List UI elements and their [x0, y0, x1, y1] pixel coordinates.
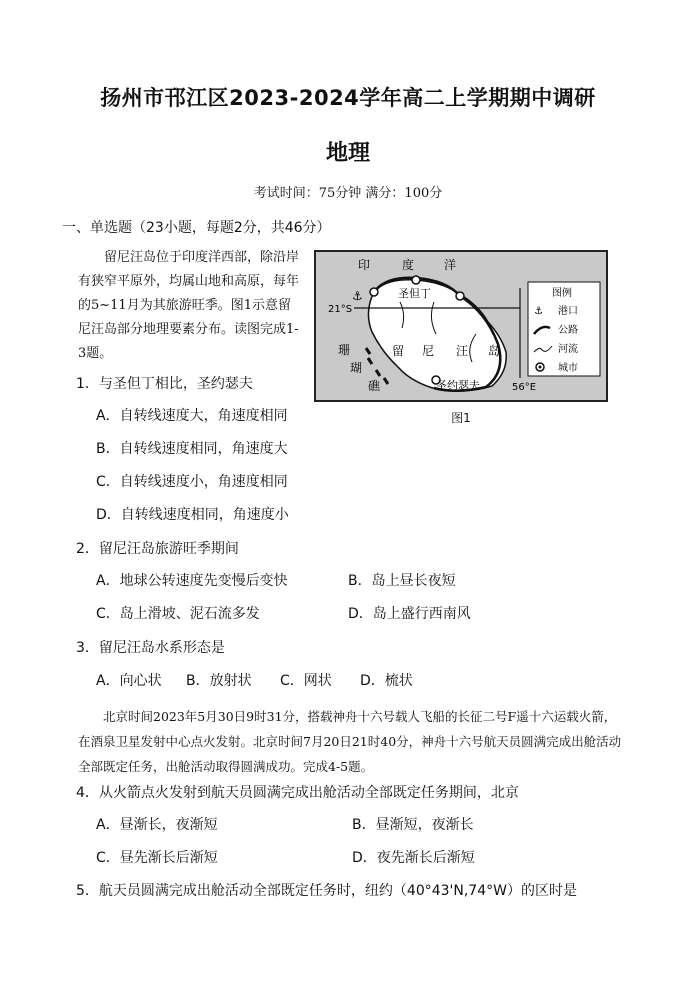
figure-1-map — [314, 250, 608, 402]
island-label: 汪 — [456, 344, 469, 358]
question-2-option-b[interactable]: B．岛上昼长夜短 — [348, 573, 456, 589]
city-marker — [456, 292, 464, 300]
legend-item: 港口 — [558, 306, 578, 317]
question-5-stem: 5．航天员圆满完成出舱活动全部既定任务时，纽约（40°43'N,74°W）的区时是 — [76, 883, 577, 899]
question-4-option-c[interactable]: C．昼先渐长后渐短 — [96, 850, 218, 866]
reef-label: 珊 — [338, 343, 351, 357]
question-1-option-d[interactable]: D．自转线速度相同，角速度小 — [96, 507, 289, 523]
question-2-stem: 2．留尼汪岛旅游旺季期间 — [76, 541, 239, 557]
ocean-label: 洋 — [444, 258, 457, 272]
question-4-stem: 4．从火箭点火发射到航天员圆满完成出舱活动全部既定任务期间，北京 — [76, 785, 519, 801]
section-heading: 一、单选题（23小题，每题2分，共46分） — [62, 220, 331, 236]
legend-item: 城市 — [558, 363, 578, 374]
question-1-option-c[interactable]: C．自转线速度小，角速度相同 — [96, 474, 288, 490]
question-3-option-c[interactable]: C．网状 — [280, 673, 332, 689]
island-outline — [368, 280, 506, 391]
map-svg — [316, 252, 606, 400]
city-label-south: 圣约瑟夫 — [436, 379, 480, 392]
reef-label: 瑚 — [350, 361, 363, 375]
lat-label: 21°S — [328, 304, 353, 315]
question-2-option-d[interactable]: D．岛上盛行西南风 — [348, 606, 471, 622]
passage-2: 北京时间2023年5月30日9时31分，搭载神舟十六号载人飞船的长征二号F遥十六运载火箭，在酒泉卫星发射中心点火发射。北京时间7月20日21时40分，神舟十六号航天员圆满完成出舱活动全部既定任务，出舱活动取得圆满成功。完成4-5题。 — [78, 709, 622, 774]
legend-item: 河流 — [558, 344, 578, 355]
question-3-option-a[interactable]: A．向心状 — [96, 673, 162, 689]
city-marker — [370, 288, 378, 296]
island-label: 尼 — [422, 344, 435, 358]
question-4-option-b[interactable]: B．昼渐短，夜渐长 — [352, 817, 474, 833]
lon-label: 56°E — [512, 382, 537, 393]
legend-item: 公路 — [558, 325, 578, 336]
legend-title: 图例 — [552, 288, 572, 299]
anchor-icon: ⚓ — [534, 306, 543, 317]
anchor-icon: ⚓ — [352, 289, 363, 303]
passage-1: 留尼汪岛位于印度洋西部，除沿岸有狭窄平原外，均属山地和高原，每年的5~11月为其旅游旺季。图1示意留尼汪岛部分地理要素分布。读图完成1-3题。 — [78, 250, 300, 361]
city-label-north: 圣但丁 — [398, 287, 431, 300]
question-2-option-a[interactable]: A．地球公转速度先变慢后变快 — [96, 573, 288, 589]
page-title: 扬州市邗江区2023-2024学年高二上学期期中调研 — [100, 86, 596, 110]
city-marker — [412, 276, 420, 284]
question-3-option-d[interactable]: D．梳状 — [360, 673, 413, 689]
question-4-option-a[interactable]: A．昼渐长，夜渐短 — [96, 817, 218, 833]
question-1-stem: 1．与圣但丁相比，圣约瑟夫 — [76, 376, 253, 392]
question-3-stem: 3．留尼汪岛水系形态是 — [76, 640, 225, 656]
question-3-option-b[interactable]: B．放射状 — [186, 673, 252, 689]
exam-info: 考试时间：75分钟 满分：100分 — [253, 186, 443, 201]
ocean-label: 度 — [402, 258, 415, 272]
island-label: 留 — [392, 344, 405, 358]
ocean-label: 印 — [358, 258, 371, 272]
question-4-option-d[interactable]: D．夜先渐长后渐短 — [352, 850, 475, 866]
question-1-option-a[interactable]: A．自转线速度大，角速度相同 — [96, 408, 288, 424]
figure-caption: 图1 — [451, 411, 471, 425]
question-2-option-c[interactable]: C．岛上滑坡、泥石流多发 — [96, 606, 260, 622]
island-label: 岛 — [488, 344, 501, 358]
subject-title: 地理 — [325, 141, 370, 166]
question-1-option-b[interactable]: B．自转线速度相同，角速度大 — [96, 441, 288, 457]
reef-label: 礁 — [368, 379, 381, 393]
